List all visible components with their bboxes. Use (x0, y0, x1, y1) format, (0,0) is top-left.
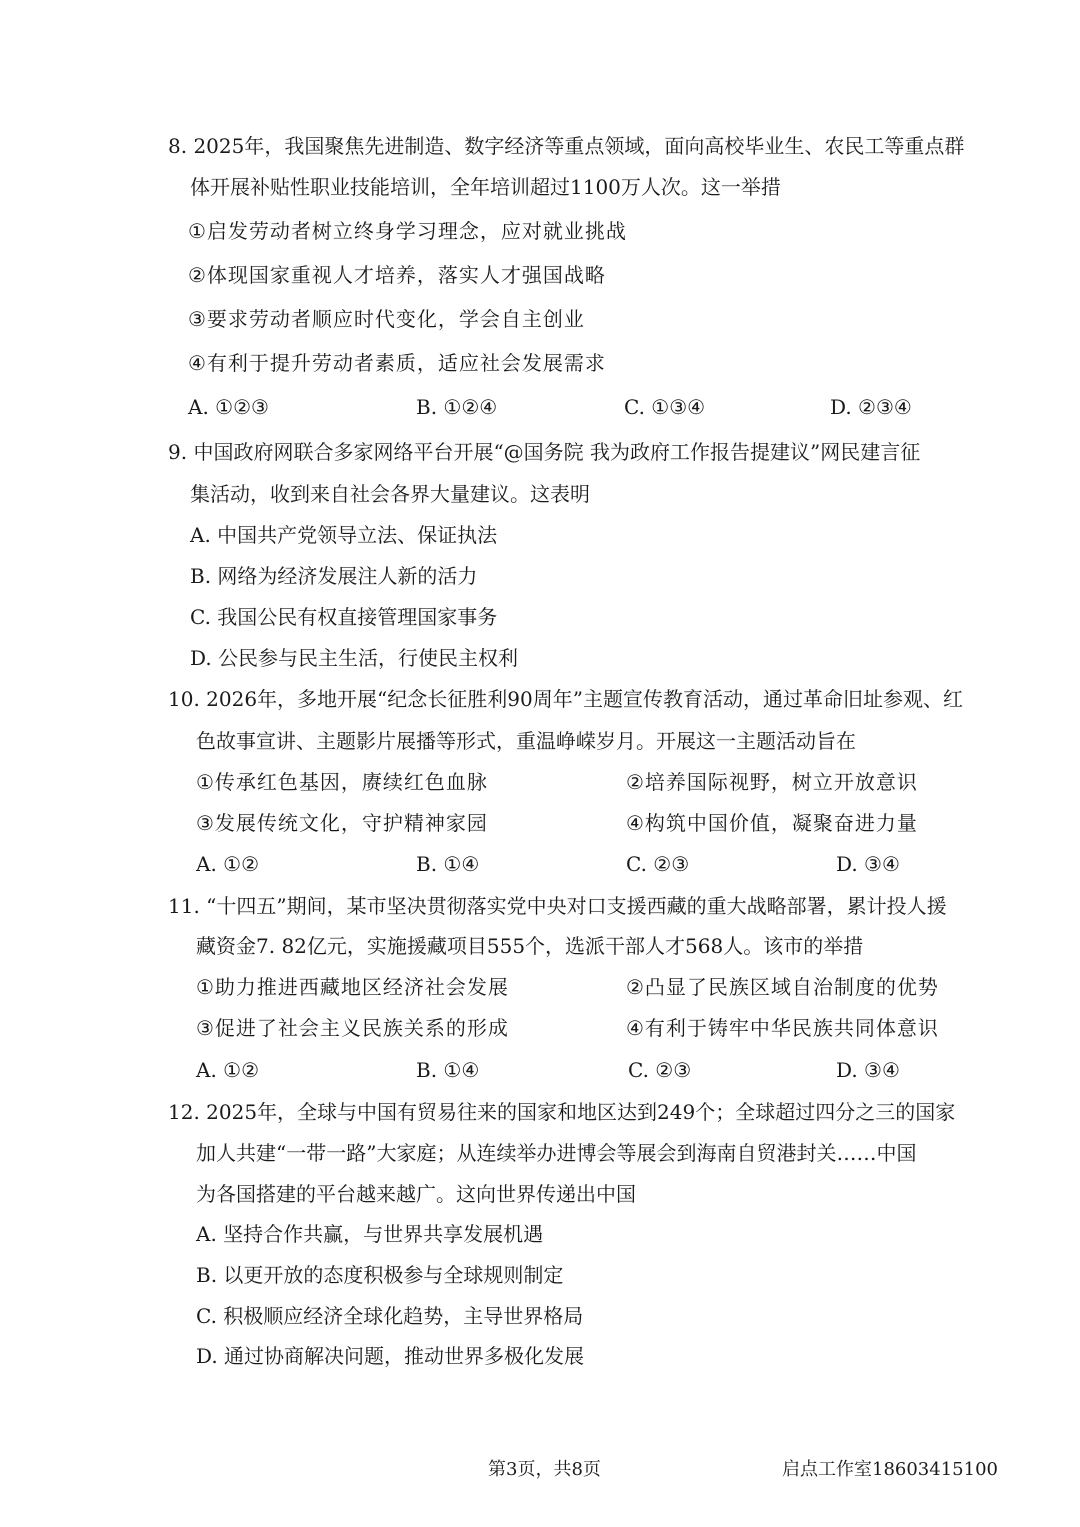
q9-stem-line2: 集活动，收到来自社会各界大量建议。这表明 (190, 482, 590, 506)
q8-option-b: B. ①②④ (416, 395, 498, 419)
q10-item-2: ②培养国际视野，树立开放意识 (626, 770, 918, 794)
q11-item-2: ②凸显了民族区域自治制度的优势 (626, 975, 939, 999)
q12-stem-line1: 12. 2025年，全球与中国有贸易往来的国家和地区达到249个；全球超过四分之三的国家 (168, 1100, 956, 1124)
q11-option-c: C. ②③ (628, 1058, 692, 1082)
q12-option-a: A. 坚持合作共赢，与世界共享发展机遇 (196, 1222, 544, 1246)
q10-option-d: D. ③④ (836, 852, 900, 876)
q10-stem-line2: 色故事宣讲、主题影片展播等形式，重温峥嵘岁月。开展这一主题活动旨在 (196, 729, 856, 753)
q12-stem-line2: 加人共建“一带一路”大家庭；从连续举办进博会等展会到海南自贸港封关……中国 (196, 1141, 917, 1165)
q8-option-d: D. ②③④ (830, 395, 912, 419)
q10-option-b: B. ①④ (416, 852, 480, 876)
q8-item-4: ④有利于提升劳动者素质，适应社会发展需求 (188, 351, 606, 375)
q10-option-c: C. ②③ (626, 852, 690, 876)
q9-stem-line1: 9. 中国政府网联合多家网络平台开展“@国务院 我为政府工作报告提建议”网民建言征 (168, 440, 921, 464)
q10-item-4: ④构筑中国价值，凝聚奋进力量 (626, 811, 918, 835)
q11-option-b: B. ①④ (416, 1058, 480, 1082)
q11-option-a: A. ①② (196, 1058, 260, 1082)
q11-item-3: ③促进了社会主义民族关系的形成 (196, 1016, 509, 1040)
page-number: 第3页，共8页 (488, 1459, 601, 1480)
q11-item-4: ④有利于铸牢中华民族共同体意识 (626, 1016, 939, 1040)
q9-option-b: B. 网络为经济发展注人新的活力 (190, 564, 478, 588)
q12-option-c: C. 积极顺应经济全球化趋势，主导世界格局 (196, 1304, 584, 1328)
q8-stem-line2: 体开展补贴性职业技能培训，全年培训超过1100万人次。这一举措 (190, 175, 781, 199)
q8-item-1: ①启发劳动者树立终身学习理念，应对就业挑战 (188, 219, 627, 243)
q10-option-a: A. ①② (196, 852, 260, 876)
q12-option-b: B. 以更开放的态度积极参与全球规则制定 (196, 1263, 564, 1287)
q10-item-1: ①传承红色基因，赓续红色血脉 (196, 770, 488, 794)
q12-stem-line3: 为各国搭建的平台越来越广。这向世界传递出中国 (196, 1182, 636, 1206)
q9-option-c: C. 我国公民有权直接管理国家事务 (190, 605, 498, 629)
q8-option-a: A. ①②③ (188, 395, 269, 419)
q11-option-d: D. ③④ (836, 1058, 900, 1082)
q10-stem-line1: 10. 2026年，多地开展“纪念长征胜利90周年”主题宣传教育活动，通过革命旧址参观、红 (168, 687, 963, 711)
q9-option-d: D. 公民参与民主生活，行使民主权利 (190, 646, 519, 670)
q10-item-3: ③发展传统文化，守护精神家园 (196, 811, 488, 835)
q8-item-3: ③要求劳动者顺应时代变化，学会自主创业 (188, 307, 585, 331)
q11-item-1: ①助力推进西藏地区经济社会发展 (196, 975, 509, 999)
q8-item-2: ②体现国家重视人才培养，落实人才强国战略 (188, 263, 606, 287)
q9-option-a: A. 中国共产党领导立法、保证执法 (190, 523, 498, 547)
q8-option-c: C. ①③④ (624, 395, 706, 419)
q11-stem-line2: 藏资金7. 82亿元，实施援藏项目555个，选派干部人才568人。该市的举措 (196, 934, 864, 958)
q11-stem-line1: 11. “十四五”期间，某市坚决贯彻落实党中央对口支援西藏的重大战略部署，累计投人援 (168, 894, 947, 918)
q12-option-d: D. 通过协商解决问题，推动世界多极化发展 (196, 1344, 585, 1368)
q8-stem-line1: 8. 2025年，我国聚焦先进制造、数字经济等重点领域，面向高校毕业生、农民工等重点群 (168, 134, 965, 158)
studio-credit: 启点工作室18603415100 (782, 1459, 998, 1480)
